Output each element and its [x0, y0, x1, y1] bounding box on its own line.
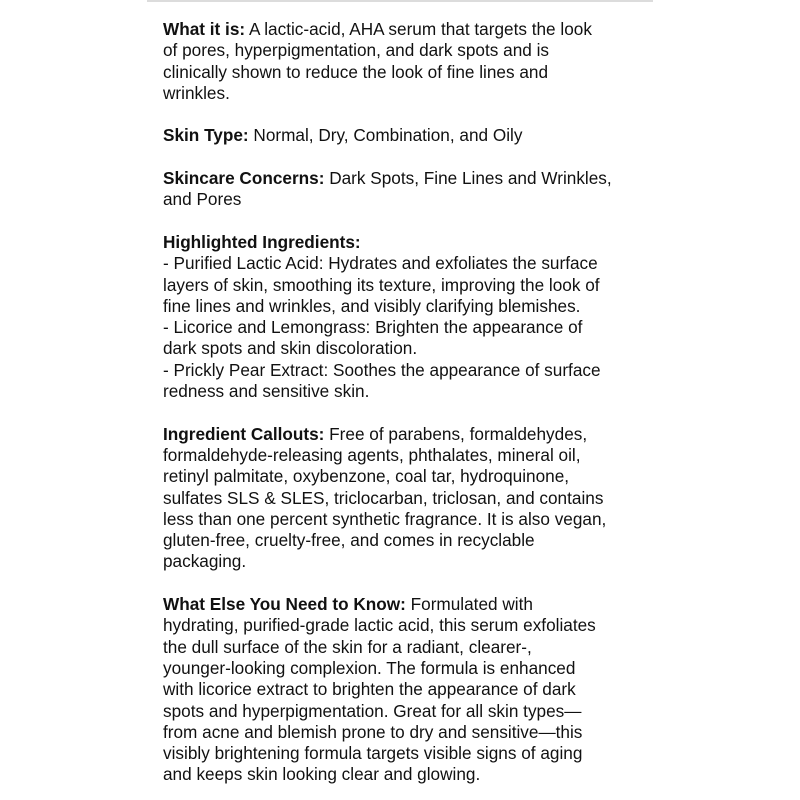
section-text: Free of parabens, formaldehydes, [324, 423, 588, 444]
section-highlighted-ingredients [163, 232, 643, 402]
section-text: Dark Spots, Fine Lines and Wrinkles, [324, 168, 612, 189]
text-line: sulfates SLS & SLES, triclocarban, triclosan, and contains [163, 487, 604, 508]
text-line: wrinkles. [163, 82, 230, 103]
text-line: - Purified Lactic Acid: Hydrates and exfoliates the surface [163, 253, 598, 274]
text-line: with licorice extract to brighten the appearance of dark [163, 679, 576, 700]
section-ingredient-callouts [163, 424, 643, 573]
section-skin-type [163, 125, 643, 146]
section-what-it-is [163, 19, 643, 104]
text-line [163, 125, 643, 146]
text-line: fine lines and wrinkles, and visibly clarifying blemishes. [163, 295, 581, 316]
text-line: less than one percent synthetic fragrance. It is also vegan, [163, 508, 607, 529]
text-line: packaging. [163, 551, 247, 572]
section-label: Highlighted Ingredients: [163, 231, 361, 252]
section-text: Formulated with [405, 594, 533, 615]
text-line: dark spots and skin discoloration. [163, 338, 418, 359]
section-text: A lactic-acid, AHA serum that targets the look [245, 19, 592, 39]
text-line: gluten-free, cruelty-free, and comes in recyclable [163, 530, 535, 551]
top-divider [147, 0, 653, 2]
text-line: redness and sensitive skin. [163, 381, 370, 402]
text-line: younger-looking complexion. The formula is enhanced [163, 657, 576, 678]
text-line: and keeps skin looking clear and glowing. [163, 764, 481, 785]
product-description [163, 19, 643, 800]
text-line: - Licorice and Lemongrass: Brighten the appearance of [163, 317, 583, 338]
text-line [163, 168, 643, 189]
text-line [163, 424, 643, 445]
text-line: formaldehyde-releasing agents, phthalates, mineral oil, [163, 444, 581, 465]
section-label: Ingredient Callouts: [163, 423, 325, 444]
text-line: retinyl palmitate, oxybenzone, coal tar, hydroquinone, [163, 466, 570, 487]
section-label: Skin Type: [163, 125, 249, 146]
section-label: What Else You Need to Know: [163, 594, 406, 615]
text-line [163, 232, 643, 253]
text-line [163, 594, 643, 615]
text-line: of pores, hyperpigmentation, and dark spots and is [163, 40, 549, 61]
section-skincare-concerns [163, 168, 643, 211]
section-label: Skincare Concerns: [163, 168, 325, 189]
text-line: from acne and blemish prone to dry and sensitive—this [163, 721, 583, 742]
text-line: the dull surface of the skin for a radiant, clearer-, [163, 636, 532, 657]
text-line: - Prickly Pear Extract: Soothes the appearance of surface [163, 359, 601, 380]
section-label: What it is: [163, 19, 246, 39]
section-what-else [163, 594, 643, 786]
text-line [163, 19, 643, 40]
text-line: hydrating, purified-grade lactic acid, this serum exfoliates [163, 615, 596, 636]
text-line: spots and hyperpigmentation. Great for all skin types— [163, 700, 582, 721]
section-text: Normal, Dry, Combination, and Oily [248, 125, 523, 146]
text-line: clinically shown to reduce the look of fine lines and [163, 61, 549, 82]
text-line: visibly brightening formula targets visible signs of aging [163, 743, 583, 764]
text-line: and Pores [163, 189, 242, 210]
text-line: layers of skin, smoothing its texture, improving the look of [163, 274, 600, 295]
